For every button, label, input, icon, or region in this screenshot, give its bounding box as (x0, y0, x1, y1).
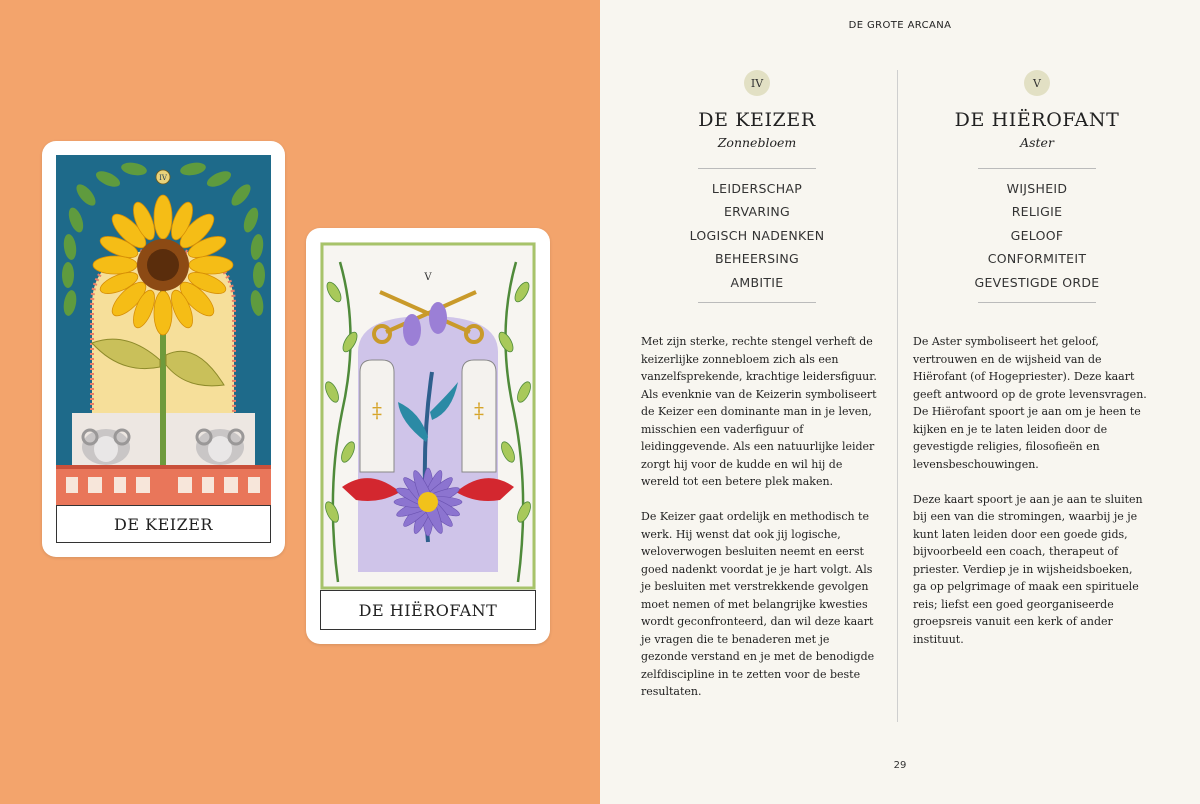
hierophant-flower: Aster (1020, 135, 1054, 150)
emperor-card-illustration (56, 155, 271, 505)
keyword: BEHEERSING (714, 251, 799, 267)
hierophant-numeral-badge: V (1024, 70, 1050, 96)
keyword: GEVESTIGDE ORDE (974, 274, 1100, 290)
tarot-card-emperor (42, 141, 285, 557)
keyword: CONFORMITEIT (987, 251, 1087, 267)
keywords-bottom-rule (978, 302, 1096, 303)
hierophant-card-numeral: V (424, 272, 432, 283)
emperor-card-label: DE KEIZER (56, 505, 271, 543)
body-paragraph: De Keizer gaat ordelijk en methodisch te werk. Hij wenst dat ook jij logische, weloverwogen besluiten neemt en eerst goed nadenkt voordat je je hart volgt. Als je besluiten met verstrekkende gevolgen moet nemen of met belangrijke kwesties wordt geconfronteerd, dan wil deze kaart je vragen die te benaderen met je gezonde verstand en je met de benodigde zelfdiscipline in te zetten voor de beste resultaten. (641, 510, 875, 698)
keywords-bottom-rule (698, 302, 816, 303)
keyword: LOGISCH NADENKEN (689, 227, 825, 243)
entry-emperor (622, 70, 892, 303)
keyword: RELIGIE (1011, 204, 1063, 220)
keyword: LEIDERSCHAP (711, 181, 803, 196)
hierophant-card-illustration (320, 242, 536, 590)
body-paragraph: Deze kaart spoort je aan je aan te sluiten bij een van die stromingen, waarbij je je kunt laten leiden door een goede gids, bijvoorbeeld een coach, therapeut of priester. Verdiep je in wijsheidsboeken, ga op pelgrimage of maak een spirituele reis; liefst een goed georganiseerde groepsreis vanuit een kerk of ander instituut. (913, 492, 1143, 646)
hierophant-keywords (902, 177, 1172, 294)
keyword: AMBITIE (730, 274, 784, 290)
body-paragraph: Met zijn sterke, rechte stengel verheft de keizerlijke zonnebloem zich als een vanzelfsprekende, krachtige leidersfiguur. Als evenknie van de Keizerin symboliseert de Keizer een dominante man in je leven, misschien een vaderfiguur of leidinggevende. Als een natuurlijke leider zorgt hij voor de kudde en wil hij de wereld tot een betere plek maken. (641, 335, 877, 488)
body-paragraph: De Aster symboliseert het geloof, vertrouwen en de wijsheid van de Hiërofant (of Hogepriester). Deze kaart geeft antwoord op de grote levensvragen. De Hiërofant spoort je aan om je heen te kijken en je te laten leiden door de gevestigde religies, filosofieën en levensbeschouwingen. (913, 335, 1147, 471)
page-number: 29 (893, 760, 907, 771)
entry-hierophant (902, 70, 1172, 303)
emperor-card-numeral: IV (159, 174, 167, 182)
keywords-top-rule (978, 168, 1096, 169)
svg-text:‡: ‡ (474, 398, 484, 422)
hierophant-card-label: DE HIËROFANT (320, 590, 536, 630)
hierophant-title: DE HIËROFANT (954, 109, 1120, 131)
right-page (600, 0, 1200, 804)
emperor-numeral-badge: IV (744, 70, 770, 96)
tarot-card-hierophant (306, 228, 550, 644)
hierophant-body (913, 333, 1149, 666)
keyword: GELOOF (1010, 227, 1064, 243)
keyword: WIJSHEID (1006, 181, 1068, 196)
keyword: ERVARING (723, 204, 790, 220)
emperor-flower: Zonnebloem (717, 135, 797, 150)
running-head: DE GROTE ARCANA (848, 20, 952, 31)
keywords-top-rule (698, 168, 816, 169)
column-divider (897, 70, 898, 722)
svg-text:‡: ‡ (372, 398, 382, 422)
emperor-keywords (622, 177, 892, 294)
emperor-title: DE KEIZER (698, 109, 816, 131)
emperor-body (641, 333, 877, 718)
